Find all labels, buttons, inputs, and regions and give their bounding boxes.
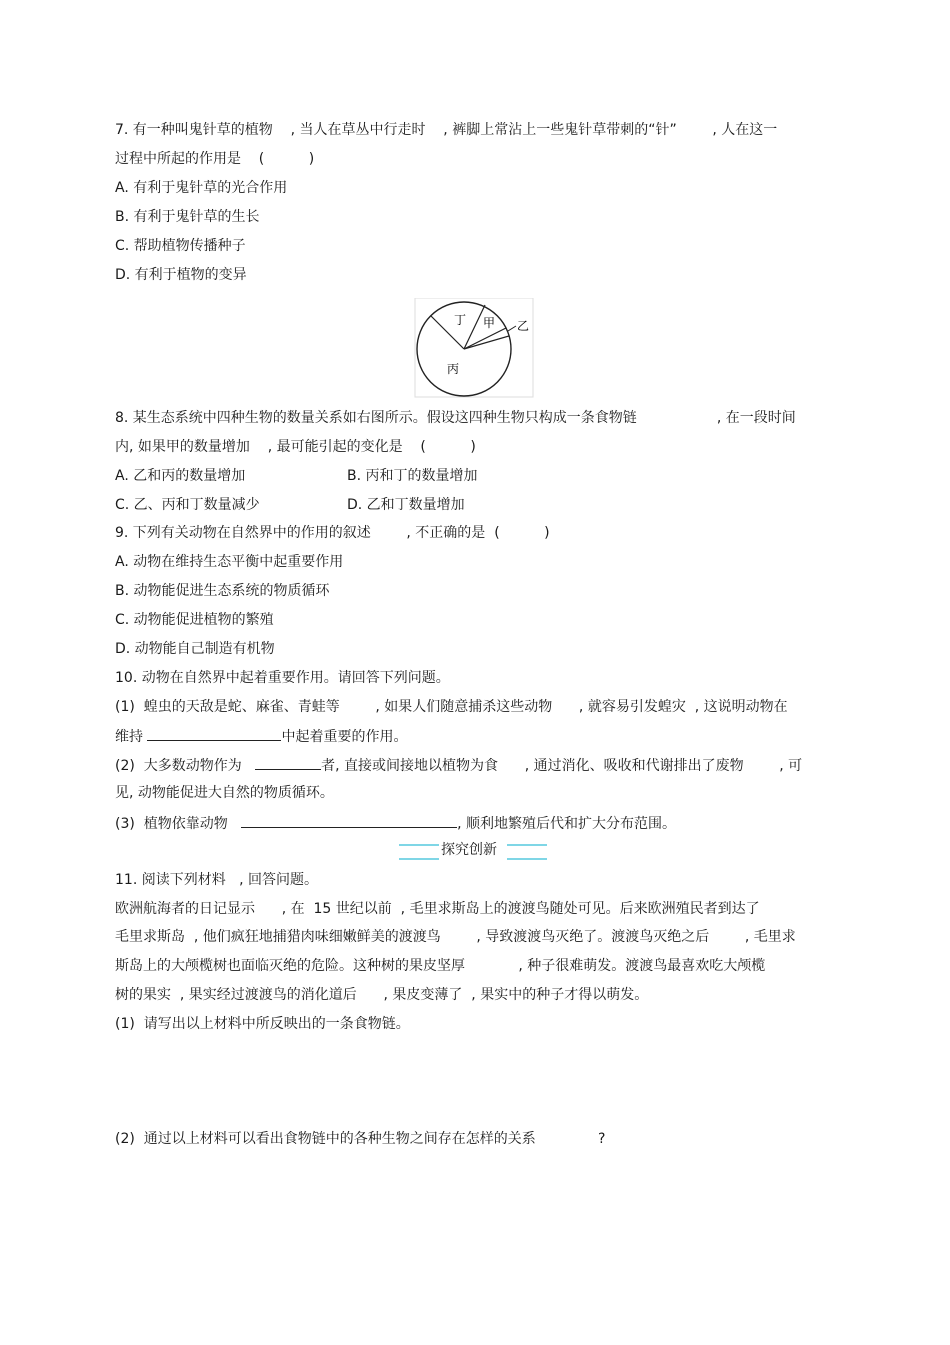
q10-part1-prefix: 维持 — [115, 729, 148, 745]
q8-option-d: D. 乙和丁数量增加 — [347, 497, 465, 513]
pie-label-jia: 甲 — [483, 316, 496, 330]
pie-label-ding: 丁 — [454, 313, 467, 327]
q11-stem: 11. 阅读下列材料 , 回答问题。 — [115, 872, 318, 888]
q11-part2: (2) 通过以上材料可以看出食物链中的各种生物之间存在怎样的关系 ? — [115, 1131, 606, 1147]
q8-stem-line1: 8. 某生态系统中四种生物的数量关系如右图所示。假设这四种生物只构成一条食物链 , 在一段时间 — [115, 410, 796, 426]
q11-material-line3: 斯岛上的大颅榄树也面临灭绝的危险。这种树的果皮坚厚 , 种子很难萌发。渡渡鸟最喜欢吃大颅榄 — [115, 958, 766, 974]
pie-sector-line-ding-jia — [464, 305, 485, 349]
q10-part2-line2: 见, 动物能促进大自然的物质循环。 — [115, 785, 334, 801]
q11-material-line1: 欧洲航海者的日记显示 , 在 15 世纪以前 , 毛里求斯岛上的渡渡鸟随处可见。后来欧洲殖民者到达了 — [115, 901, 760, 917]
answer-blank-2[interactable] — [255, 755, 321, 770]
q10-part2-line1 — [115, 755, 802, 775]
q9-stem: 9. 下列有关动物在自然界中的作用的叙述 , 不正确的是 ( ) — [115, 525, 550, 541]
q7-stem-line1: 7. 有一种叫鬼针草的植物 , 当人在草丛中行走时 , 裤脚上常沾上一些鬼针草带刺的“针” , 人在这一 — [115, 122, 778, 138]
q11-part1: (1) 请写出以上材料中所反映出的一条食物链。 — [115, 1016, 410, 1032]
q10-part1-suffix: 中起着重要的作用。 — [281, 729, 408, 745]
heading-decor-right — [507, 844, 547, 860]
q7-option-b: B. 有利于鬼针草的生长 — [115, 209, 260, 225]
q8-stem-line2: 内, 如果甲的数量增加 , 最可能引起的变化是 ( ) — [115, 439, 476, 455]
q7-option-c: C. 帮助植物传播种子 — [115, 238, 246, 254]
q10-stem: 10. 动物在自然界中起着重要作用。请回答下列问题。 — [115, 670, 450, 686]
section-heading — [397, 839, 549, 861]
q7-option-d: D. 有利于植物的变异 — [115, 267, 247, 283]
population-pie-figure — [413, 298, 535, 398]
q10-part2-prefix: (2) 大多数动物作为 — [115, 758, 256, 774]
q10-part3-suffix: , 顺利地繁殖后代和扩大分布范围。 — [457, 816, 676, 832]
q10-part3-prefix: (3) 植物依靠动物 — [115, 816, 242, 832]
q7-stem-line2: 过程中所起的作用是 ( ) — [115, 151, 315, 167]
q8-option-a: A. 乙和丙的数量增加 — [115, 468, 246, 484]
answer-blank-3[interactable] — [241, 813, 457, 828]
q11-material-line2: 毛里求斯岛 , 他们疯狂地捕猎肉味细嫩鲜美的渡渡鸟 , 导致渡渡鸟灭绝了。渡渡鸟灭绝之后 , 毛里求 — [115, 929, 796, 945]
q10-part1-line2 — [115, 726, 407, 746]
q10-part2-suffix: 者, 直接或间接地以植物为食 , 通过消化、吸收和代谢排出了废物 , 可 — [321, 758, 803, 774]
q9-option-d: D. 动物能自己制造有机物 — [115, 641, 275, 657]
q9-option-c: C. 动物能促进植物的繁殖 — [115, 612, 274, 628]
q7-option-a: A. 有利于鬼针草的光合作用 — [115, 180, 288, 196]
pie-label-leader-yi — [508, 326, 516, 331]
q10-part3 — [115, 813, 676, 833]
heading-decor-left — [399, 844, 439, 860]
q9-option-a: A. 动物在维持生态平衡中起重要作用 — [115, 554, 344, 570]
section-heading-text: 探究创新 — [441, 842, 497, 858]
q10-part1-line1: (1) 蝗虫的天敌是蛇、麻雀、青蛙等 , 如果人们随意捕杀这些动物 , 就容易引发蝗灾 , 这说明动物在 — [115, 699, 788, 715]
q11-material-line4: 树的果实 , 果实经过渡渡鸟的消化道后 , 果皮变薄了 , 果实中的种子才得以萌发。 — [115, 987, 649, 1003]
q9-option-b: B. 动物能促进生态系统的物质循环 — [115, 583, 330, 599]
q8-option-c: C. 乙、丙和丁数量减少 — [115, 497, 260, 513]
pie-label-bing: 丙 — [447, 362, 460, 376]
q8-option-b: B. 丙和丁的数量增加 — [347, 468, 478, 484]
pie-label-yi: 乙 — [517, 319, 530, 333]
answer-blank-1[interactable] — [147, 726, 281, 741]
